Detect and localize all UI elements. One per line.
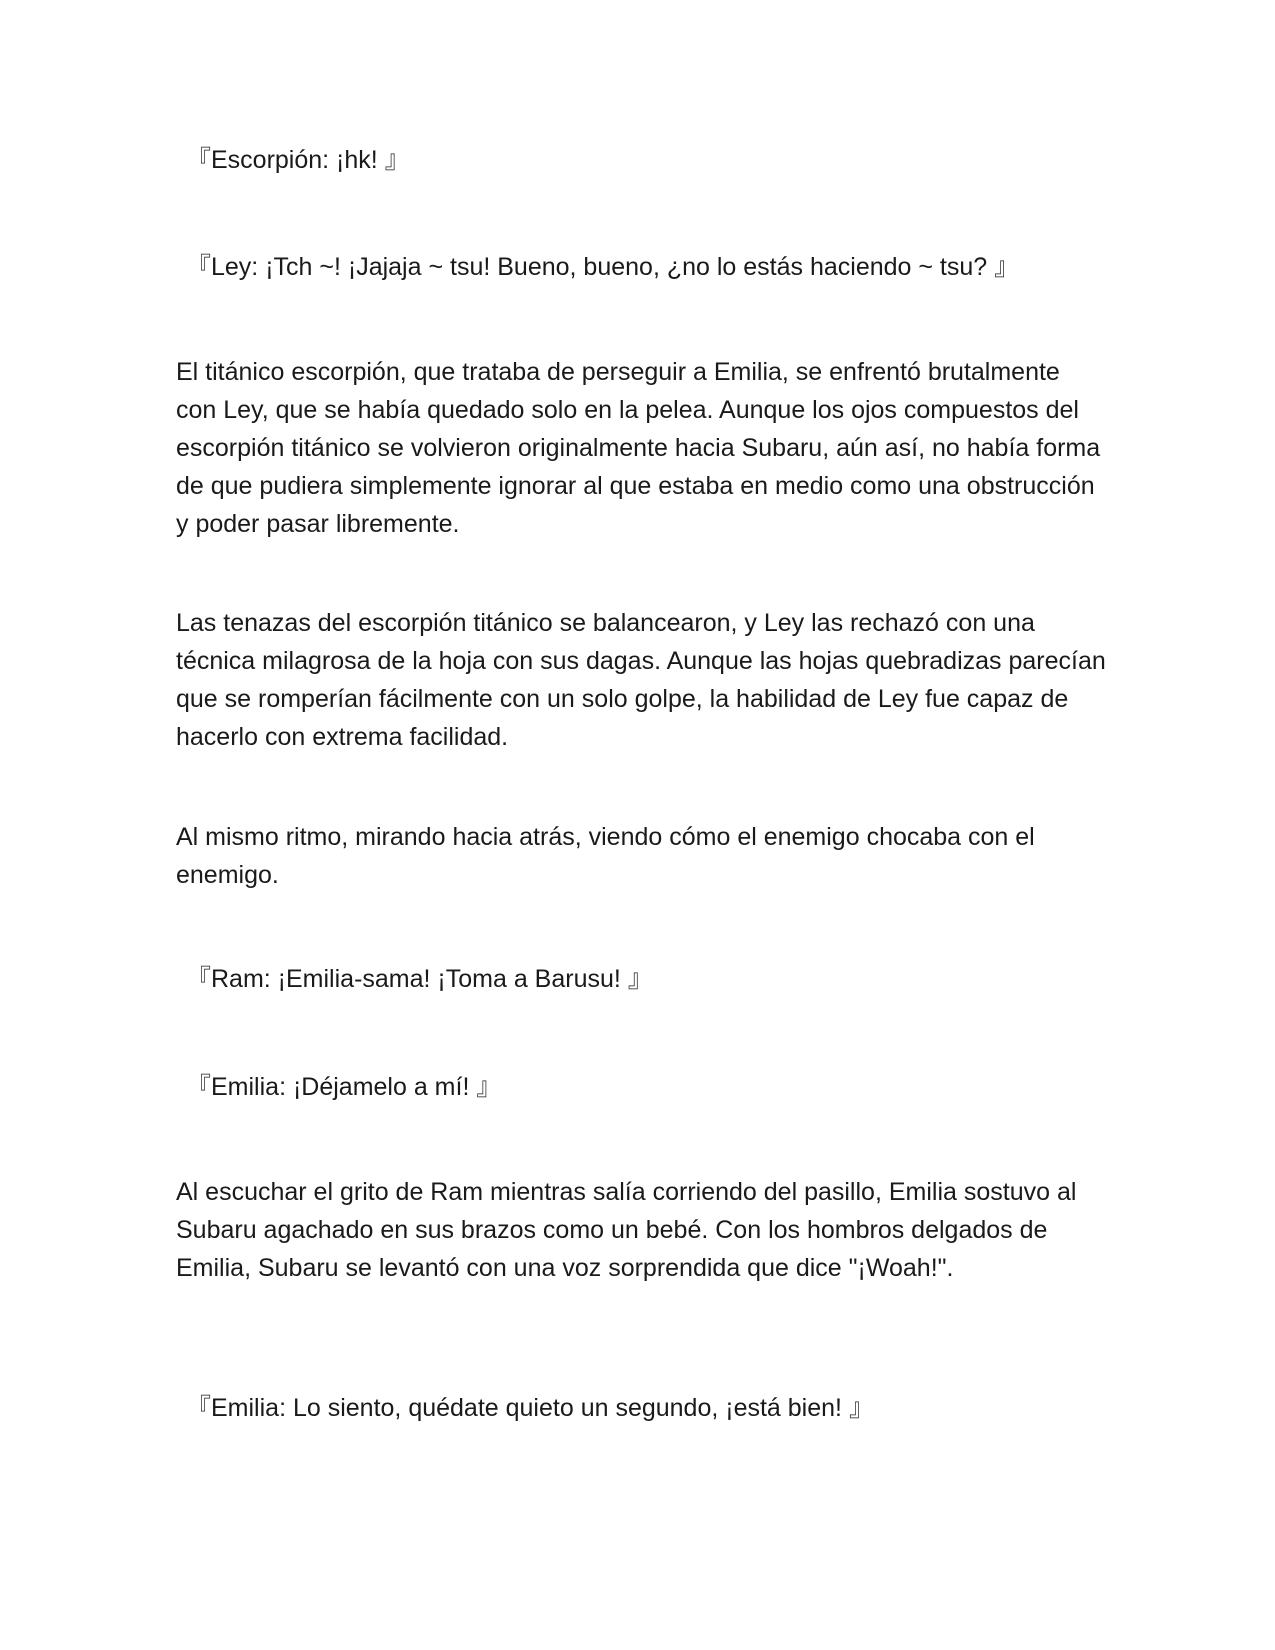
paragraph: Las tenazas del escorpión titánico se balancearon, y Ley las rechazó con una técnica milagrosa de la hoja con sus dagas. Aunque las hojas quebradizas parecían que se romperían fácilmente con un solo golpe, la habilidad de Ley fue capaz de hacerlo con extrema facilidad. [176,609,1106,751]
dialogue-line: 『Ram: ¡Emilia-sama! ¡Toma a Barusu! 』 [186,965,653,993]
paragraph: El titánico escorpión, que trataba de perseguir a Emilia, se enfrentó brutalmente con Ley, que se había quedado solo en la pelea. Aunque los ojos compuestos del escorpión titánico se volvieron originalmente hacia Subaru, aún así, no había forma de que pudiera simplemente ignorar al que estaba en medio como una obstrucción y poder pasar libremente. [176,358,1101,538]
dialogue-line: 『Escorpión: ¡hk! 』 [186,146,410,174]
paragraph: Al escuchar el grito de Ram mientras salía corriendo del pasillo, Emilia sostuvo al Subaru agachado en sus brazos como un bebé. Con los hombros delgados de Emilia, Subaru se levantó con una voz sorprendida que dice "¡Woah!". [176,1178,1077,1282]
paragraph: Al mismo ritmo, mirando hacia atrás, viendo cómo el enemigo chocaba con el enemigo. [176,823,1035,889]
dialogue-line: 『Ley: ¡Tch ~! ¡Jajaja ~ tsu! Bueno, bueno, ¿no lo estás haciendo ~ tsu? 』 [186,253,1020,281]
dialogue-line: 『Emilia: ¡Déjamelo a mí! 』 [186,1073,502,1101]
dialogue-line: 『Emilia: Lo siento, quédate quieto un segundo, ¡está bien! 』 [186,1394,874,1422]
